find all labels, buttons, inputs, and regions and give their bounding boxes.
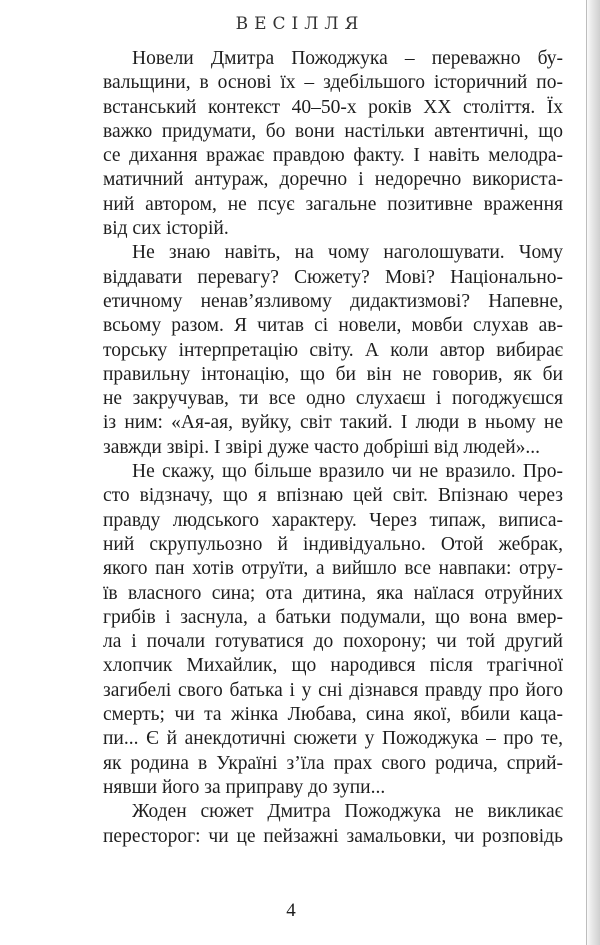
page-number: 4 bbox=[286, 900, 296, 921]
text-line: важко придумати, бо вони настільки автентичні, що bbox=[103, 120, 563, 142]
text-line: від сих історій. bbox=[103, 218, 229, 240]
body-text bbox=[103, 47, 563, 849]
text-line: матичний антураж, доречно і недоречно використа- bbox=[103, 169, 563, 191]
text-line: се дихання вражає правдою факту. І навіть мелодра- bbox=[103, 145, 563, 167]
text-line: грибів і заснула, а батьки подумали, що вона вмер- bbox=[103, 606, 563, 628]
text-line: етичному ненав’язливому дидактизмові? Напевне, bbox=[103, 290, 563, 312]
text-line: якого пан хотів отруїти, а вийшло все навпаки: отру- bbox=[103, 558, 563, 580]
text-line: їв власного сина; ота дитина, яка наїлася отруйних bbox=[103, 582, 563, 604]
text-line: Не скажу, що більше вразило чи не вразило. Про- bbox=[132, 461, 563, 483]
paragraph bbox=[103, 800, 563, 849]
text-line: торську інтерпретацію світу. А коли автор вибирає bbox=[103, 339, 563, 361]
text-line: сто відзначу, що я впізнаю цей світ. Впізнаю через bbox=[103, 485, 563, 507]
text-line: правильну інтонацію, що би він не говорив, як би bbox=[103, 363, 563, 385]
text-line: ний автором, не псує загальне позитивне враження bbox=[103, 193, 563, 215]
text-line: нявши його за приправу до зупи... bbox=[103, 776, 386, 798]
text-line: вальщини, в основі їх – здебільшого історичний по- bbox=[103, 72, 563, 94]
text-line: не закручував, ти все одно слухаєш і погоджуєшся bbox=[103, 388, 563, 410]
text-line: пи... Є й анекдотичні сюжети у Пожоджука – про те, bbox=[103, 728, 563, 750]
text-line: встанський контекст 40–50-х років XX століття. Їх bbox=[103, 96, 563, 118]
text-line: хлопчик Михайлик, що народився після трагічної bbox=[103, 655, 563, 677]
text-line: смерть; чи та жінка Любава, сина якої, вбили каца- bbox=[103, 704, 563, 726]
text-line: всьому разом. Я читав сі новели, мовби слухав ав- bbox=[103, 315, 563, 337]
text-line: як родина в Україні з’їла прах свого родича, сприй- bbox=[103, 752, 563, 774]
text-line: віддавати перевагу? Сюжету? Мові? Національно- bbox=[103, 266, 563, 288]
page-edge-shadow bbox=[586, 0, 600, 945]
text-line: правду людського характеру. Через типаж, виписа- bbox=[103, 509, 563, 531]
text-line: Жоден сюжет Дмитра Пожоджука не викликає bbox=[132, 801, 563, 823]
text-line: ний скрупульозно й індивідуально. Отой жебрак, bbox=[103, 533, 563, 555]
text-line: завжди звірі. І звірі дуже часто добріші від людей»... bbox=[103, 436, 541, 458]
running-head: ВЕСІЛЛЯ bbox=[235, 14, 365, 34]
paragraph bbox=[103, 460, 563, 800]
text-line: із ним: «Ая-ая, вуйку, світ такий. І люди в ньому не bbox=[103, 412, 563, 434]
paragraph bbox=[103, 47, 563, 241]
text-line: ла і почали готуватися до похорону; чи той другий bbox=[103, 631, 563, 653]
paragraph bbox=[103, 241, 563, 460]
text-line: Не знаю навіть, на чому наголошувати. Чому bbox=[132, 242, 563, 264]
text-line: пересторог: чи це пейзажні замальовки, чи розповідь bbox=[103, 825, 563, 847]
text-line: загибелі свого батька і у сні дізнався правду про його bbox=[103, 679, 563, 701]
page-edge-line bbox=[586, 0, 587, 945]
text-line: Новели Дмитра Пожоджука – переважно бу- bbox=[132, 48, 563, 69]
